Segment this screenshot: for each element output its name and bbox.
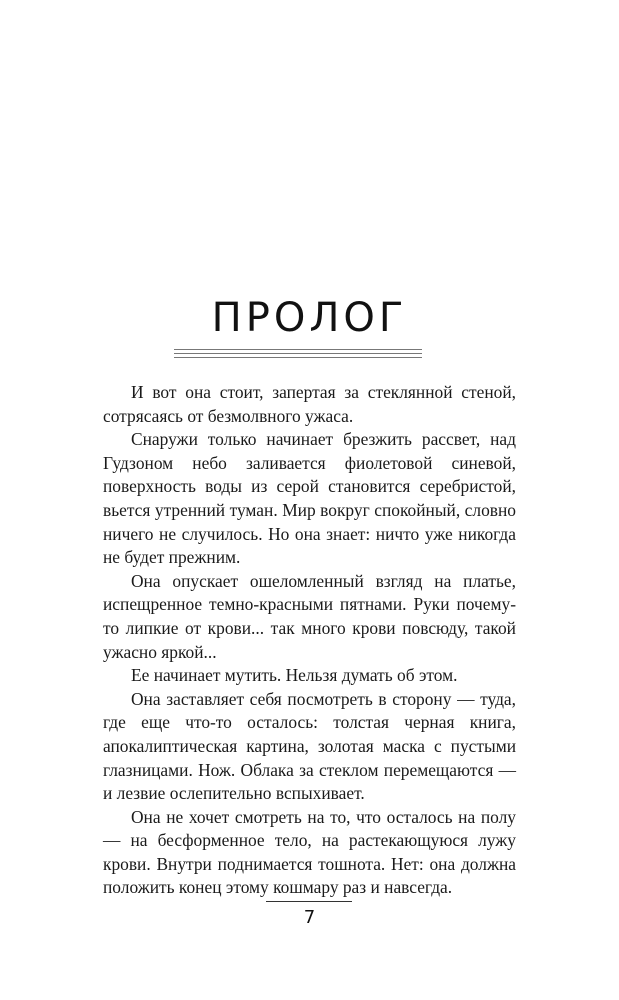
footer-divider [266, 901, 352, 902]
title-divider-line [174, 353, 422, 354]
body-text [103, 381, 516, 900]
paragraph: Она не хочет смотреть на то, что осталось на полу — на бесформенное тело, на растекающуюся лужу крови. Внутри поднимается тошнота. Нет: она должна положить конец этому кошмару раз и навсегда. [103, 806, 516, 898]
chapter-title: ПРОЛОГ [211, 295, 408, 341]
title-divider-line [174, 349, 422, 350]
paragraph: Она заставляет себя посмотреть в сторону — туда, где еще что-то осталось: толстая черная книга, апокалиптическая картина, золотая маска с пустыми глазницами. Нож. Облака за стеклом перемещаются — и лезвие ослепительно вспыхивает. [103, 688, 516, 804]
paragraph: Снаружи только начинает брезжить рассвет, над Гудзоном небо заливается фиолетовой синевой, поверхность воды из серой становится серебристой, вьется утренний туман. Мир вокруг спокойный, словно ничего не случилось. Но она знает: ничто уже никогда не будет прежним. [103, 429, 516, 568]
title-divider [174, 349, 422, 361]
page-number: 7 [303, 907, 316, 928]
paragraph: Ее начинает мутить. Нельзя думать об этом. [131, 665, 458, 686]
paragraph: Она опускает ошеломленный взгляд на платье, испещренное темно-красными пятнами. Руки почему-то липкие от крови... так много крови повсюду, такой ужасно яркой... [103, 570, 516, 662]
title-divider-line [174, 357, 422, 358]
paragraph: И вот она стоит, запертая за стеклянной стеной, сотрясаясь от безмолвного ужаса. [103, 382, 516, 426]
